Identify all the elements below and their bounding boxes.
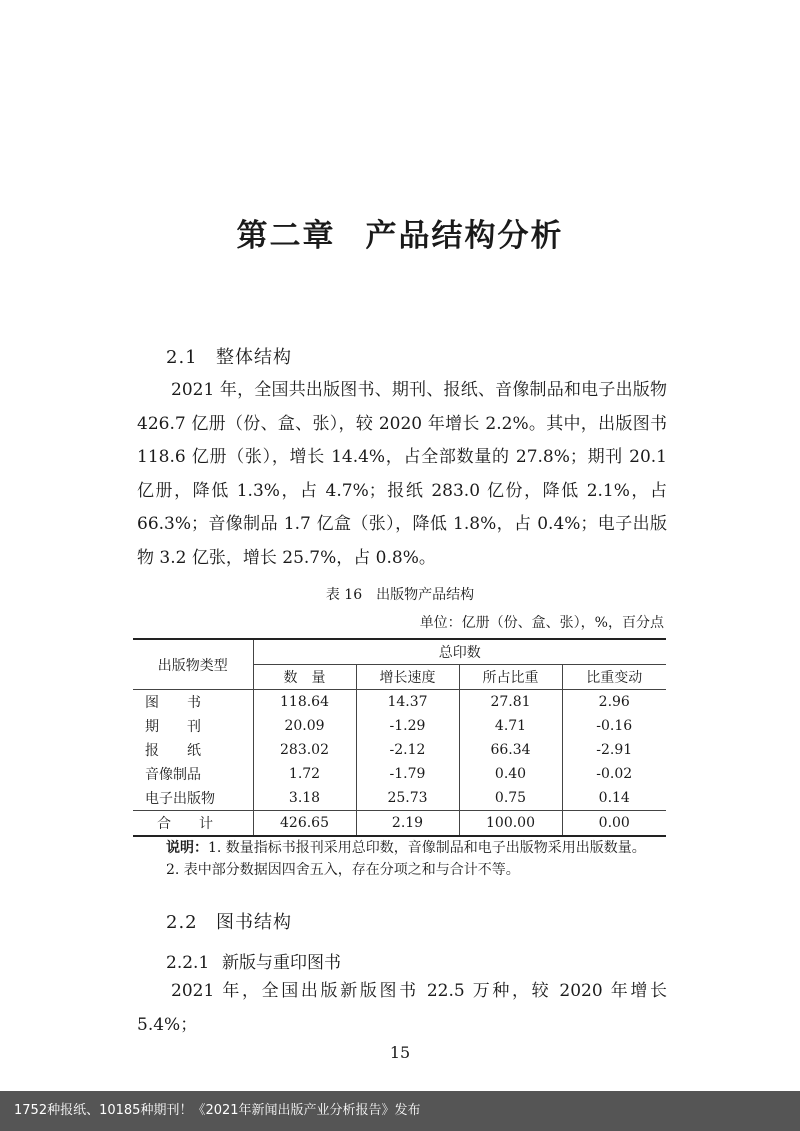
header-quantity: 数 量 [253, 665, 356, 690]
table-cell: 2.96 [562, 690, 666, 715]
subsection-number: 2.2.1 [166, 953, 210, 973]
table-cell: -2.91 [562, 738, 666, 762]
overall-structure-paragraph: 2021 年，全国共出版图书、期刊、报纸、音像制品和电子出版物 426.7 亿册（份、盒、张），较 2020 年增长 2.2%。其中，出版图书 118.6 亿册（张），增长 14.4%，占全部数量的 27.8%；期刊 20.1 亿册，降低 1.3%，占 4.7%；报纸 283.0 亿份，降低 2.1%，占 66.3%；音像制品 1.7 亿盒（张），降低 1.8%，占 0.4%；电子出版物 3.2 亿张，增长 25.7%，占 0.8%。 [137, 380, 667, 568]
table-cell: 66.34 [459, 738, 562, 762]
header-total-prints: 总印数 [253, 639, 666, 665]
table-cell: 100.00 [459, 811, 562, 837]
table-cell: 14.37 [356, 690, 459, 715]
section-title: 图书结构 [216, 912, 292, 933]
chapter-title [0, 210, 800, 255]
new-and-reprint-paragraph: 2021 年，全国出版新版图书 22.5 万种，较 2020 年增长 5.4%； [137, 981, 667, 1035]
section-number: 2.1 [166, 347, 198, 368]
chapter-number: 第二章 [236, 218, 336, 254]
section-number: 2.2 [166, 912, 198, 933]
table-cell: 2.19 [356, 811, 459, 837]
table-cell: 1.72 [253, 762, 356, 786]
table-cell: 118.64 [253, 690, 356, 715]
row-label: 图 书 [145, 695, 201, 711]
note-text: 1. 数量指标书报刊采用总印数，音像制品和电子出版物采用出版数量。 [208, 840, 646, 856]
table-cell: 426.65 [253, 811, 356, 837]
table-cell: 25.73 [356, 786, 459, 811]
table-cell: -1.79 [356, 762, 459, 786]
row-label: 报 纸 [145, 743, 201, 759]
note-label: 说明： [166, 840, 208, 856]
row-label: 期 刊 [145, 719, 201, 735]
table-cell: 0.40 [459, 762, 562, 786]
table-cell: 0.75 [459, 786, 562, 811]
table-cell: 20.09 [253, 714, 356, 738]
table-cell: -0.16 [562, 714, 666, 738]
table-cell: 3.18 [253, 786, 356, 811]
page-number: 15 [389, 1043, 411, 1062]
table-cell: 283.02 [253, 738, 356, 762]
row-label: 电子出版物 [145, 791, 215, 807]
product-structure-table [133, 638, 666, 837]
table-cell: -0.02 [562, 762, 666, 786]
header-growth-rate: 增长速度 [356, 665, 459, 690]
table-cell: 4.71 [459, 714, 562, 738]
row-label: 合 计 [133, 811, 253, 837]
table-row [133, 714, 666, 738]
header-share-change: 比重变动 [562, 665, 666, 690]
table-caption: 表 16 出版物产品结构 [325, 587, 475, 603]
table-note-2: 2. 表中部分数据因四舍五入，存在分项之和与合计不等。 [166, 862, 520, 878]
table-row [133, 762, 666, 786]
table-cell: 0.00 [562, 811, 666, 837]
table-total-row [133, 811, 666, 837]
table-row [133, 786, 666, 811]
table-cell: 27.81 [459, 690, 562, 715]
table-notes [166, 837, 646, 881]
table-unit: 单位：亿册（份、盒、张），%，百分点 [419, 615, 664, 631]
table-note-1 [166, 837, 646, 859]
subsection-heading-2-2-1 [166, 948, 341, 973]
header-share: 所占比重 [459, 665, 562, 690]
table-cell: -1.29 [356, 714, 459, 738]
section-heading-2-2 [166, 908, 292, 934]
table-cell: -2.12 [356, 738, 459, 762]
section-heading-2-1 [166, 343, 292, 369]
subsection-title: 新版与重印图书 [222, 953, 341, 973]
section-title: 整体结构 [216, 347, 292, 368]
header-publication-type: 出版物类型 [133, 639, 253, 690]
row-label: 音像制品 [145, 767, 201, 783]
table-row [133, 690, 666, 715]
table-row [133, 738, 666, 762]
chapter-name: 产品结构分析 [365, 218, 564, 254]
table-cell: 0.14 [562, 786, 666, 811]
caption-bar: 1752种报纸、10185种期刊！《2021年新闻出版产业分析报告》发布 [0, 1091, 800, 1131]
